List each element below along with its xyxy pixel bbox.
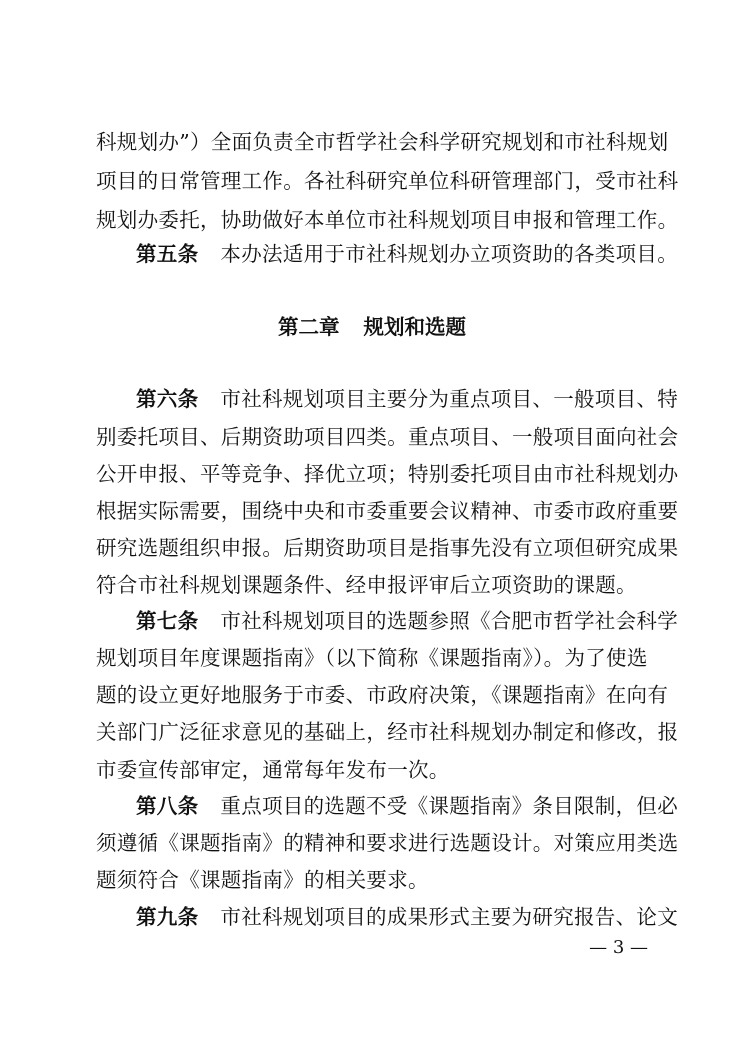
article-8-text: 重点项目的选题不受《课题指南》条目限制，但必 [220,794,679,818]
article-7-line-2: 规划项目年度课题指南》（以下简称《课题指南》）。为了使选 [96,646,648,670]
article-6-line-3: 公开申报、平等竞争、择优立项；特别委托项目由市社科规划办 [96,462,679,486]
article-9-label: 第九条 [136,905,199,929]
intro-line-2: 项目的日常管理工作。各社科研究单位科研管理部门，受市社科 [96,169,679,193]
article-5 [136,240,679,268]
article-9-text: 市社科规划项目的成果形式主要为研究报告、论文 [220,905,679,929]
article-5-label: 第五条 [136,242,199,266]
article-5-text: 本办法适用于市社科规划办立项资助的各类项目。 [220,242,679,266]
article-7-line-5: 市委宣传部审定，通常每年发布一次。 [96,758,450,782]
article-7-line-3: 题的设立更好地服务于市委、市政府决策，《课题指南》在向有 [96,683,669,707]
article-8-line-1 [136,792,679,820]
intro-line-1: 科规划办”）全面负责全市哲学社会科学研究规划和市社科规划 [96,130,669,154]
article-6-line-5: 研究选题组织申报。后期资助项目是指事先没有立项但研究成果 [96,536,679,560]
chapter-number: 第二章 [278,315,340,339]
intro-line-3: 规划办委托，协助做好本单位市社科规划项目申报和管理工作。 [96,208,679,232]
chapter-title: 规划和选题 [363,315,466,339]
article-6-label: 第六条 [136,387,199,411]
article-6-line-4: 根据实际需要，围绕中央和市委重要会议精神、市委市政府重要 [96,499,679,523]
article-7-label: 第七条 [136,609,199,633]
chapter-heading [0,313,744,341]
article-7-text: 市社科规划项目的选题参照《合肥市哲学社会科学 [220,609,679,633]
page-number: — 3 — [589,937,648,958]
article-8-label: 第八条 [136,794,199,818]
article-6-line-6: 符合市社科规划课题条件、经申报评审后立项资助的课题。 [96,573,637,597]
article-6-text: 市社科规划项目主要分为重点项目、一般项目、特 [220,387,679,411]
article-8-line-3: 题须符合《课题指南》的相关要求。 [96,868,429,892]
article-6-line-2: 别委托项目、后期资助项目四类。重点项目、一般项目面向社会 [96,425,679,449]
article-7-line-1 [136,607,679,635]
article-8-line-2: 须遵循《课题指南》的精神和要求进行选题设计。对策应用类选 [96,831,679,855]
article-6-line-1 [136,385,679,413]
article-9-line-1 [136,903,679,931]
article-7-line-4: 关部门广泛征求意见的基础上，经市社科规划办制定和修改，报 [96,720,679,744]
